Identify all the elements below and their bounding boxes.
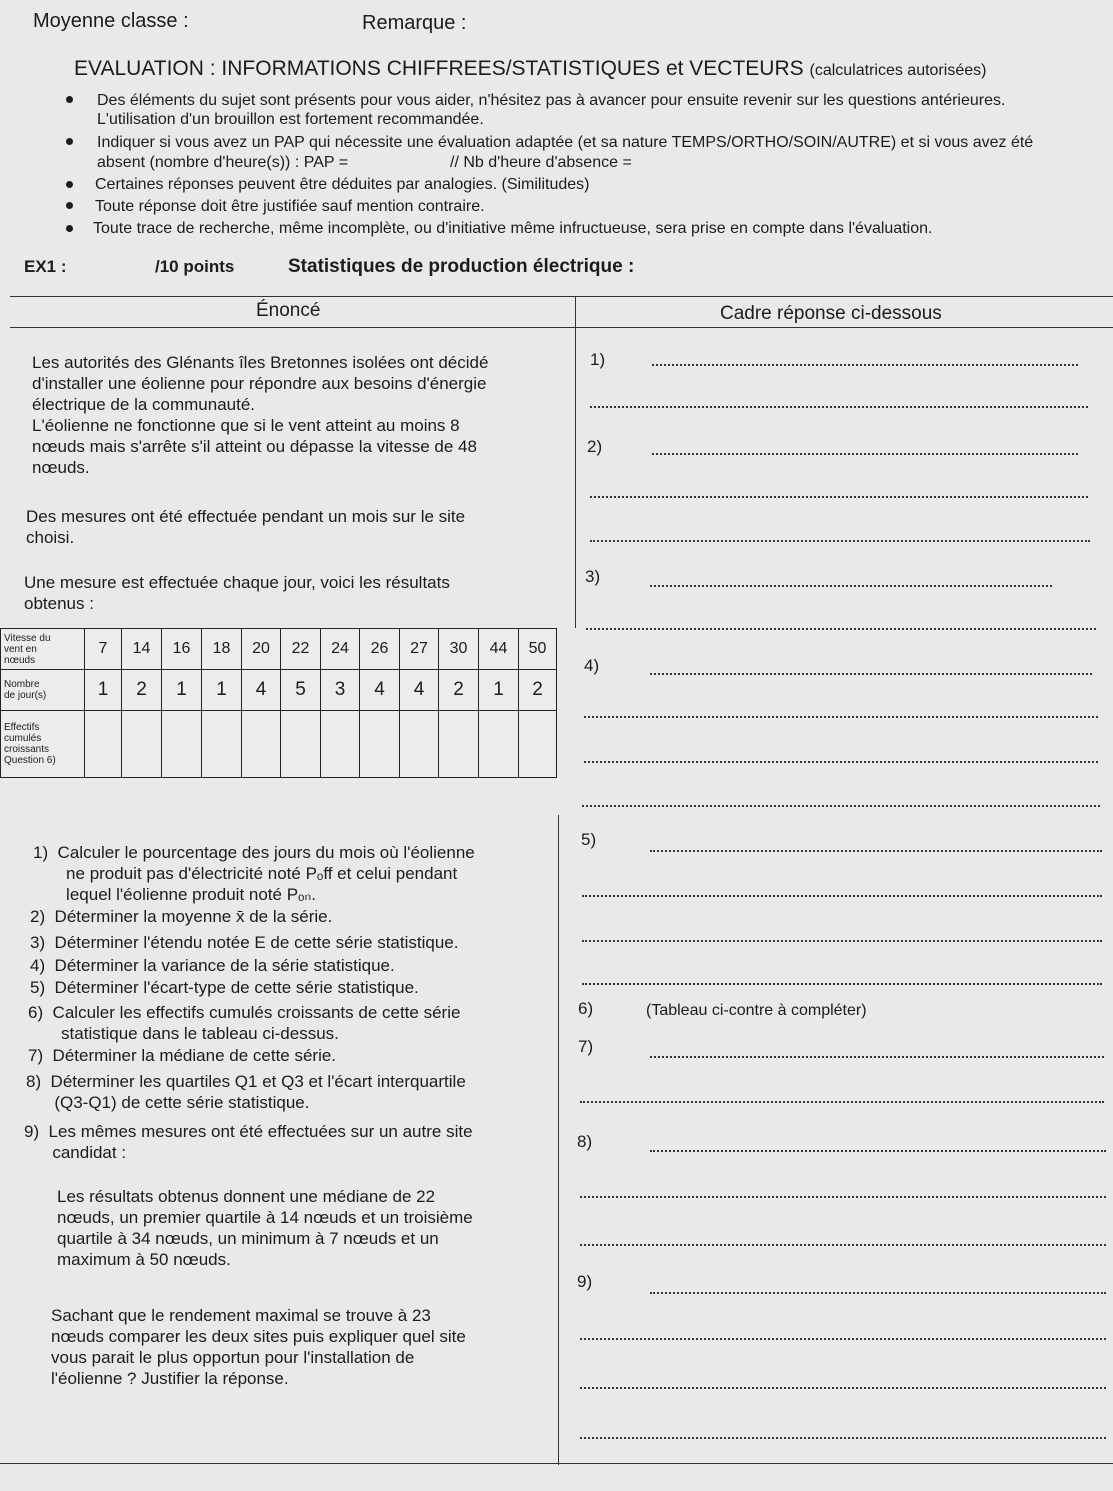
cumulative-cell[interactable] (321, 711, 360, 778)
answer-4-number: 4) (584, 656, 600, 675)
answer-line[interactable] (590, 406, 1088, 408)
days-cell: 5 (281, 670, 321, 711)
instruction-2b: absent (nombre d'heure(s)) : PAP = (97, 154, 349, 171)
days-cell: 4 (360, 670, 400, 711)
instruction-2: Indiquer si vous avez un PAP qui nécessite une évaluation adaptée (et sa nature TEMPS/ORTHO/SOIN/AUTRE) et si vous avez été (97, 134, 1034, 151)
days-cell: 3 (321, 670, 360, 711)
remarque-label: Remarque : (362, 12, 467, 34)
cumulative-cell[interactable] (281, 711, 321, 778)
days-cell: 4 (242, 670, 281, 711)
title-main: EVALUATION : INFORMATIONS CHIFFREES/STATISTIQUES et VECTEURS (74, 57, 804, 80)
days-cell: 1 (85, 670, 122, 711)
cumulative-cell[interactable] (439, 711, 479, 778)
answer-line[interactable] (650, 1150, 1106, 1152)
question-8: 8) Déterminer les quartiles Q1 et Q3 et l'écart interquartile (Q3-Q1) de cette série statistique. (26, 1072, 466, 1112)
answer-line[interactable] (590, 496, 1088, 498)
speed-cell: 26 (360, 629, 400, 670)
answer-line[interactable] (584, 761, 1098, 763)
answer-line[interactable] (580, 1338, 1106, 1340)
answer-line[interactable] (580, 1196, 1106, 1198)
answer-line[interactable] (582, 940, 1102, 942)
frame-top-line (10, 296, 1113, 297)
speed-cell: 24 (321, 629, 360, 670)
days-cell: 2 (122, 670, 162, 711)
exercise-points: /10 points (155, 257, 235, 276)
frame-divider-upper (575, 296, 576, 628)
question-1: 1) Calculer le pourcentage des jours du mois où l'éolienne ne produit pas d'électricité noté Pₒff et celui pendant lequel l'éolienne produit noté Pₒₙ. (33, 843, 475, 904)
answer-3-number: 3) (585, 567, 601, 586)
answer-line[interactable] (580, 1101, 1104, 1103)
bullet-icon (66, 138, 73, 145)
cumulative-cell[interactable] (242, 711, 281, 778)
frame-header-line (10, 327, 1113, 328)
bullet-icon (66, 225, 73, 232)
data-table (0, 628, 557, 778)
answer-5-number: 5) (581, 830, 597, 849)
answer-line[interactable] (586, 628, 1096, 630)
instruction-1b: L'utilisation d'un brouillon est fortement recommandée. (97, 111, 484, 128)
page-title (74, 57, 986, 81)
column-enonce: Énoncé (256, 300, 321, 321)
speed-cell: 18 (202, 629, 242, 670)
bullet-icon (66, 202, 73, 209)
cumulative-cell[interactable] (85, 711, 122, 778)
title-note: (calculatrices autorisées) (809, 62, 987, 79)
speed-cell: 27 (400, 629, 439, 670)
question-9-question: Sachant que le rendement maximal se trouve à 23 nœuds comparer les deux sites puis expliquer quel site vous parait le plus opportun pour l'installation de l'éolienne ? Justifier la réponse. (51, 1306, 466, 1388)
question-9-data: Les résultats obtenus donnent une médiane de 22 nœuds, un premier quartile à 14 nœuds et un troisième quartile à 34 nœuds, un minimum à 7 nœuds et un maximum à 50 nœuds. (57, 1187, 473, 1269)
question-4: 4) Déterminer la variance de la série statistique. (30, 956, 395, 975)
speed-cell: 44 (479, 629, 519, 670)
instruction-2c: // Nb d'heure d'absence = (450, 154, 632, 171)
question-6: 6) Calculer les effectifs cumulés croissants de cette série statistique dans le tableau ci-dessus. (28, 1003, 461, 1043)
question-5: 5) Déterminer l'écart-type de cette série statistique. (30, 978, 419, 997)
statement-paragraph-1: Les autorités des Glénants îles Bretonnes isolées ont décidé d'installer une éolienne pour répondre aux besoins d'énergie électrique de la communauté. L'éolienne ne fonctionne que si le vent atteint au moins 8 nœuds mais s'arrête s'il atteint ou dépasse la vitesse de 48 nœuds. (32, 353, 489, 477)
instruction-1: Des éléments du sujet sont présents pour vous aider, n'hésitez pas à avancer pour ensuite revenir sur les questions antérieures. (97, 92, 1006, 109)
answer-line[interactable] (650, 850, 1102, 852)
answer-line[interactable] (580, 1387, 1106, 1389)
row-label-days: Nombre de jour(s) (1, 670, 85, 711)
frame-bottom-line (0, 1463, 1113, 1464)
days-cell: 1 (479, 670, 519, 711)
row-label-cumulative: Effectifs cumulés croissants Question 6) (1, 711, 85, 778)
answer-1-number: 1) (590, 350, 606, 369)
answer-line[interactable] (650, 1292, 1106, 1294)
speed-cell: 16 (162, 629, 202, 670)
answer-6-note: (Tableau ci-contre à compléter) (646, 1002, 867, 1019)
question-3: 3) Déterminer l'étendu notée E de cette série statistique. (30, 933, 459, 952)
days-cell: 2 (439, 670, 479, 711)
instruction-3: Certaines réponses peuvent être déduites par analogies. (Similitudes) (95, 176, 590, 193)
answer-8-number: 8) (577, 1132, 593, 1151)
answer-6-number: 6) (578, 999, 594, 1018)
question-7: 7) Déterminer la médiane de cette série. (28, 1046, 337, 1065)
cumulative-cell[interactable] (360, 711, 400, 778)
answer-line[interactable] (582, 983, 1102, 985)
speed-cell: 22 (281, 629, 321, 670)
cumulative-cell[interactable] (162, 711, 202, 778)
instruction-4: Toute réponse doit être justifiée sauf mention contraire. (95, 198, 485, 215)
answer-line[interactable] (590, 540, 1090, 542)
answer-line[interactable] (584, 716, 1098, 718)
cumulative-cell[interactable] (400, 711, 439, 778)
answer-line[interactable] (580, 1437, 1106, 1439)
row-label-speed: Vitesse du vent en nœuds (1, 629, 85, 670)
days-cell: 4 (400, 670, 439, 711)
speed-cell: 50 (519, 629, 557, 670)
answer-7-number: 7) (578, 1037, 594, 1056)
answer-2-number: 2) (587, 437, 603, 456)
answer-line[interactable] (652, 453, 1078, 455)
exercise-label: EX1 : (24, 257, 67, 276)
question-2: 2) Déterminer la moyenne x̄ de la série. (30, 907, 333, 926)
speed-cell: 14 (122, 629, 162, 670)
speed-cell: 20 (242, 629, 281, 670)
days-cell: 1 (162, 670, 202, 711)
answer-line[interactable] (582, 895, 1102, 897)
answer-line[interactable] (652, 364, 1078, 366)
statement-paragraph-3: Une mesure est effectuée chaque jour, voici les résultats obtenus : (24, 573, 450, 613)
cumulative-cell[interactable] (122, 711, 162, 778)
moyenne-classe-label: Moyenne classe : (33, 10, 189, 32)
instruction-5: Toute trace de recherche, même incomplète, ou d'initiative même infructueuse, sera prise en compte dans l'évaluation. (93, 220, 933, 237)
speed-cell: 30 (439, 629, 479, 670)
cumulative-cell[interactable] (202, 711, 242, 778)
answer-line[interactable] (580, 1244, 1106, 1246)
statement-paragraph-2: Des mesures ont été effectuée pendant un mois sur le site choisi. (26, 507, 466, 547)
answer-line[interactable] (650, 673, 1092, 675)
answer-line[interactable] (582, 805, 1100, 807)
answer-line[interactable] (650, 1056, 1104, 1058)
column-answer: Cadre réponse ci-dessous (720, 303, 942, 324)
answer-line[interactable] (650, 585, 1052, 587)
frame-divider-lower (558, 815, 559, 1465)
bullet-icon (66, 181, 73, 188)
answer-9-number: 9) (577, 1272, 593, 1291)
question-9: 9) Les mêmes mesures ont été effectuées sur un autre site candidat : (24, 1122, 473, 1162)
exercise-title: Statistiques de production électrique : (288, 256, 635, 277)
days-cell: 1 (202, 670, 242, 711)
days-cell: 2 (519, 670, 557, 711)
cumulative-cell[interactable] (479, 711, 519, 778)
cumulative-cell[interactable] (519, 711, 557, 778)
speed-cell: 7 (85, 629, 122, 670)
bullet-icon (66, 96, 73, 103)
